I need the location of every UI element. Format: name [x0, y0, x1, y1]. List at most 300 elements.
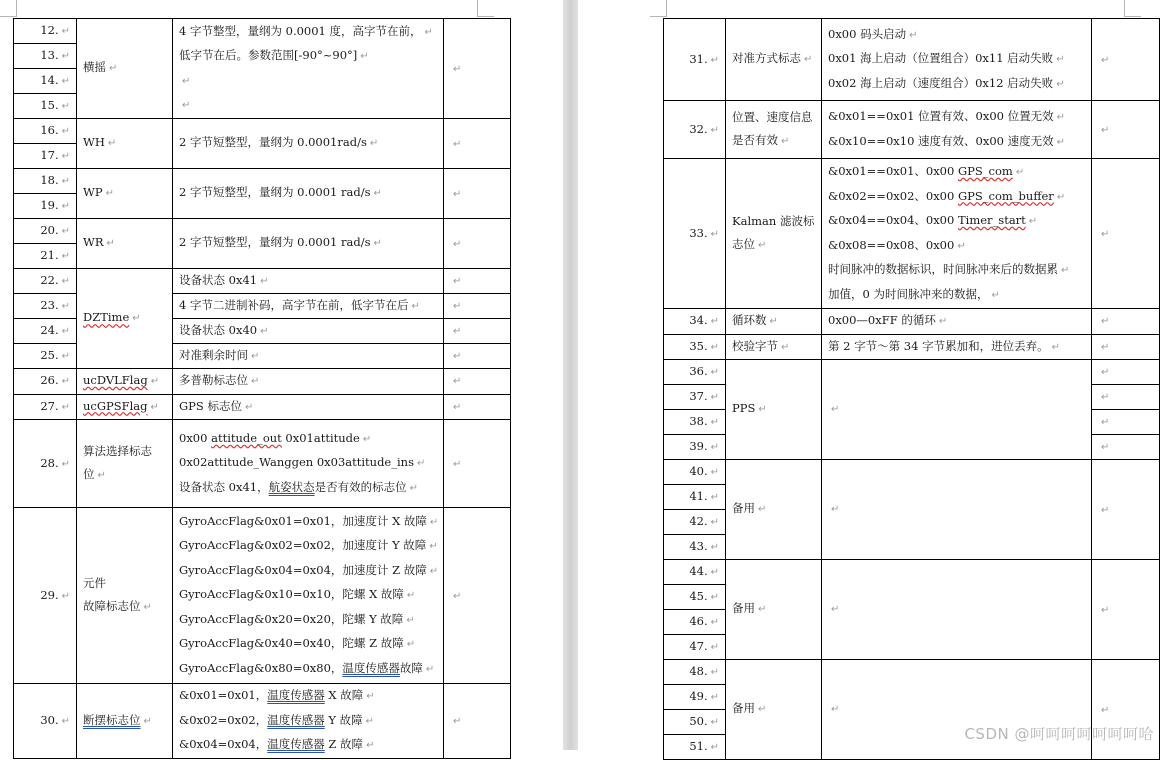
document-page-left — [0, 0, 563, 750]
paragraph-mark: ↵ — [957, 240, 966, 252]
paragraph-mark: ↵ — [61, 151, 70, 162]
paragraph-mark: ↵ — [710, 642, 719, 653]
paragraph-mark: ↵ — [781, 136, 790, 147]
field-name-text: 故障标志位 — [83, 599, 141, 613]
crop-mark — [477, 0, 494, 17]
note-cell — [444, 344, 511, 369]
note-cell — [444, 119, 511, 169]
field-description — [173, 219, 444, 269]
table-row — [14, 219, 511, 244]
paragraph-mark: ↵ — [411, 301, 420, 312]
row-number-text: 27. — [40, 398, 59, 413]
description-line: 时间脉冲的数据标识，时间脉冲来后的数据累 — [828, 262, 1058, 276]
paragraph-mark: ↵ — [1101, 392, 1110, 403]
field-description — [822, 159, 1092, 309]
paragraph-mark: ↵ — [373, 238, 382, 250]
paragraph-mark: ↵ — [1101, 228, 1110, 240]
paragraph-mark: ↵ — [453, 188, 462, 200]
row-number-text: 17. — [40, 148, 59, 162]
row-number-text: 33. — [689, 225, 708, 240]
description-line: &0x01==0x01 位置有效、0x00 位置无效 — [828, 109, 1054, 123]
row-number-text: 42. — [689, 514, 708, 528]
paragraph-mark: ↵ — [804, 54, 813, 66]
field-name — [77, 19, 173, 119]
row-number-text: 37. — [689, 389, 708, 403]
row-number — [14, 269, 77, 294]
row-number — [14, 344, 77, 369]
field-description — [822, 560, 1092, 660]
paragraph-mark: ↵ — [260, 326, 269, 337]
note-cell — [444, 19, 511, 119]
paragraph-mark: ↵ — [758, 704, 767, 716]
paragraph-mark: ↵ — [1101, 417, 1110, 428]
description-line: &0x10==0x10 速度有效、0x00 速度无效 — [828, 133, 1054, 148]
note-cell — [1092, 19, 1160, 101]
paragraph-mark: ↵ — [61, 715, 70, 727]
paragraph-mark: ↵ — [424, 26, 433, 38]
row-number — [664, 610, 726, 635]
field-name-text: 位 — [83, 467, 95, 481]
description-line: 设备状态 0x41 — [179, 273, 258, 287]
field-description — [822, 460, 1092, 560]
row-number-text: 34. — [689, 313, 708, 328]
paragraph-mark: ↵ — [1101, 54, 1110, 66]
paragraph-mark: ↵ — [453, 401, 462, 413]
paragraph-mark: ↵ — [1101, 704, 1110, 716]
note-cell — [1092, 435, 1160, 460]
row-number — [664, 159, 726, 309]
description-line: 0x00—0xFF 的循环 — [828, 313, 936, 327]
table-row — [14, 119, 511, 144]
table-row — [664, 101, 1160, 159]
description-line: GPS 标志位 — [179, 398, 242, 413]
field-name — [726, 309, 822, 335]
paragraph-mark: ↵ — [429, 516, 439, 528]
paragraph-mark: ↵ — [710, 692, 719, 703]
field-name — [77, 119, 173, 169]
row-number-text: 39. — [689, 439, 708, 453]
table-row — [664, 159, 1160, 309]
paragraph-mark: ↵ — [61, 176, 70, 187]
field-name — [77, 369, 173, 395]
field-name-text: DZTime — [83, 310, 130, 325]
paragraph-mark: ↵ — [1101, 367, 1110, 378]
field-description — [173, 269, 444, 294]
row-number — [664, 435, 726, 460]
field-name — [726, 660, 822, 760]
paragraph-mark: ↵ — [1028, 216, 1038, 227]
row-number — [664, 560, 726, 585]
field-description — [822, 19, 1092, 101]
paragraph-mark: ↵ — [251, 376, 260, 387]
description-line: 0x01 海上启动（位置组合）0x11 启动失败 — [828, 51, 1054, 66]
description-line: GyroAccFlag&0x02=0x02，加速度计 Y 故障 — [179, 538, 427, 553]
field-name-text: WH — [83, 135, 105, 150]
paragraph-mark: ↵ — [710, 742, 719, 753]
paragraph-mark: ↵ — [710, 492, 719, 503]
description-line: &0x01=0x01，温度传感器 X 故障 — [179, 688, 364, 702]
paragraph-mark: ↵ — [369, 138, 379, 150]
row-number — [14, 244, 77, 269]
paragraph-mark: ↵ — [1101, 604, 1110, 616]
description-line: 设备状态 0x41，航姿状态是否有效的标志位 — [179, 479, 407, 494]
description-line: 2 字节短整型，量纲为 0.0001 rad/s — [179, 185, 371, 200]
paragraph-mark: ↵ — [61, 26, 70, 37]
paragraph-mark: ↵ — [406, 614, 415, 626]
paragraph-mark: ↵ — [758, 504, 767, 516]
paragraph-mark: ↵ — [1056, 136, 1066, 148]
row-number-text: 51. — [689, 739, 708, 753]
paragraph-mark: ↵ — [360, 51, 369, 62]
note-cell — [1092, 360, 1160, 385]
paragraph-mark: ↵ — [406, 590, 416, 602]
field-table-right — [663, 18, 1160, 760]
paragraph-mark: ↵ — [143, 715, 152, 727]
field-description — [822, 360, 1092, 460]
paragraph-mark: ↵ — [97, 470, 106, 481]
row-number-text: 25. — [40, 348, 59, 362]
row-number-text: 49. — [689, 689, 708, 703]
field-name — [726, 101, 822, 159]
row-number — [14, 194, 77, 219]
row-number-text: 15. — [40, 98, 59, 112]
row-number-text: 36. — [689, 364, 708, 378]
page-gutter — [563, 0, 578, 750]
field-description — [173, 119, 444, 169]
paragraph-mark: ↵ — [453, 590, 462, 602]
row-number — [664, 101, 726, 159]
field-name-text: 算法选择标志 — [83, 443, 152, 458]
description-line: 低字节在后。参数范围[-90°~90°] — [179, 48, 358, 62]
paragraph-mark: ↵ — [453, 63, 462, 75]
paragraph-mark: ↵ — [831, 504, 840, 516]
field-name-text: WR — [83, 235, 104, 250]
paragraph-mark: ↵ — [1051, 341, 1060, 353]
row-number-text: 21. — [40, 248, 59, 262]
note-cell — [444, 169, 511, 219]
row-number-text: 13. — [40, 48, 59, 62]
paragraph-mark: ↵ — [260, 276, 269, 287]
row-number — [664, 460, 726, 485]
row-number — [664, 19, 726, 101]
field-description — [822, 660, 1092, 760]
row-number — [664, 685, 726, 710]
note-cell — [1092, 460, 1160, 560]
paragraph-mark: ↵ — [710, 517, 719, 528]
paragraph-mark: ↵ — [1101, 341, 1110, 353]
description-line: GyroAccFlag&0x40=0x40，陀螺 Z 故障 — [179, 636, 404, 651]
field-description — [822, 309, 1092, 335]
paragraph-mark: ↵ — [1056, 191, 1066, 203]
field-name-text: ucDVLFlag — [83, 373, 148, 387]
description-line: 2 字节短整型，量纲为 0.0001 rad/s — [179, 235, 371, 250]
field-name-text: WP — [83, 185, 103, 200]
paragraph-mark: ↵ — [61, 76, 70, 87]
paragraph-mark: ↵ — [710, 392, 719, 403]
row-number-text: 29. — [40, 587, 59, 602]
row-number-text: 38. — [689, 414, 708, 428]
paragraph-mark: ↵ — [710, 367, 719, 378]
table-row — [14, 169, 511, 194]
paragraph-mark: ↵ — [1061, 265, 1070, 276]
row-number-text: 32. — [689, 121, 708, 136]
paragraph-mark: ↵ — [710, 442, 719, 453]
table-row — [14, 19, 511, 44]
field-description — [173, 394, 444, 420]
paragraph-mark: ↵ — [107, 138, 117, 150]
row-number-text: 14. — [40, 73, 59, 87]
row-number — [664, 535, 726, 560]
note-cell — [1092, 560, 1160, 660]
row-number-text: 31. — [689, 51, 708, 66]
row-number — [14, 69, 77, 94]
paragraph-mark: ↵ — [991, 289, 1000, 301]
row-number — [664, 385, 726, 410]
table-row — [14, 394, 511, 420]
paragraph-mark: ↵ — [710, 417, 719, 428]
description-line: &0x01==0x01、0x00 GPS_com — [828, 164, 1013, 178]
paragraph-mark: ↵ — [710, 316, 719, 328]
field-name-text: 志位 — [732, 237, 755, 251]
paragraph-mark: ↵ — [150, 376, 160, 387]
row-number — [14, 369, 77, 395]
paragraph-mark: ↵ — [1101, 442, 1110, 453]
paragraph-mark: ↵ — [61, 126, 70, 137]
row-number — [664, 360, 726, 385]
paragraph-mark: ↵ — [938, 316, 948, 327]
paragraph-mark: ↵ — [429, 541, 438, 553]
row-number-text: 46. — [689, 614, 708, 628]
row-number — [14, 420, 77, 508]
table-row — [14, 420, 511, 508]
paragraph-mark: ↵ — [109, 63, 118, 75]
row-number-text: 45. — [689, 589, 708, 603]
paragraph-mark: ↵ — [251, 351, 260, 362]
paragraph-mark: ↵ — [710, 717, 719, 728]
row-number-text: 16. — [40, 123, 59, 137]
paragraph-mark: ↵ — [710, 228, 719, 240]
row-number — [664, 660, 726, 685]
field-name — [726, 334, 822, 360]
field-description — [173, 420, 444, 508]
table-row — [14, 508, 511, 684]
paragraph-mark: ↵ — [61, 301, 70, 312]
note-cell — [444, 508, 511, 684]
field-description — [173, 294, 444, 319]
paragraph-mark: ↵ — [366, 740, 375, 751]
row-number-text: 22. — [40, 273, 59, 287]
row-number — [14, 19, 77, 44]
row-number — [664, 309, 726, 335]
paragraph-mark: ↵ — [1101, 504, 1110, 516]
watermark: CSDN @呵呵呵呵呵呵呵哈 — [964, 725, 1154, 743]
paragraph-mark: ↵ — [710, 667, 719, 678]
paragraph-mark: ↵ — [362, 433, 372, 445]
field-description — [173, 684, 444, 759]
paragraph-mark: ↵ — [710, 124, 719, 136]
row-number-text: 18. — [40, 173, 59, 187]
paragraph-mark: ↵ — [182, 100, 191, 111]
crop-mark — [650, 0, 667, 17]
field-name — [77, 219, 173, 269]
field-name — [77, 420, 173, 508]
field-description — [822, 334, 1092, 360]
paragraph-mark: ↵ — [61, 276, 70, 287]
description-line: GyroAccFlag&0x01=0x01，加速度计 X 故障 — [179, 513, 427, 528]
paragraph-mark: ↵ — [106, 238, 115, 250]
table-row — [14, 369, 511, 395]
note-cell — [444, 369, 511, 395]
field-description — [173, 344, 444, 369]
paragraph-mark: ↵ — [425, 663, 435, 675]
table-row — [664, 660, 1160, 685]
paragraph-mark: ↵ — [61, 51, 70, 62]
description-line: 0x02attitude_Wanggen 0x03attitude_ins — [179, 455, 414, 470]
row-number — [664, 334, 726, 360]
description-line: GyroAccFlag&0x10=0x10，陀螺 X 故障 — [179, 587, 404, 602]
paragraph-mark: ↵ — [1101, 124, 1110, 136]
description-line: 4 字节整型，量纲为 0.0001 度，高字节在前， — [179, 23, 422, 38]
field-name-text: PPS — [732, 401, 756, 416]
row-number — [14, 94, 77, 119]
paragraph-mark: ↵ — [365, 715, 375, 727]
note-cell — [444, 319, 511, 344]
field-name-text: ucGPSFlag — [83, 398, 148, 413]
description-line: &0x08==0x08、0x00 — [828, 237, 955, 252]
paragraph-mark: ↵ — [758, 604, 767, 616]
note-cell — [1092, 309, 1160, 335]
field-description — [173, 369, 444, 395]
description-line: &0x04=0x04，温度传感器 Z 故障 — [179, 737, 364, 751]
row-number — [14, 394, 77, 420]
row-number-text: 50. — [689, 714, 708, 728]
description-line: 0x02 海上启动（速度组合）0x12 启动失败 — [828, 75, 1054, 90]
field-name-text: 循环数 — [732, 313, 767, 327]
paragraph-mark: ↵ — [143, 602, 152, 613]
paragraph-mark: ↵ — [61, 226, 70, 237]
description-line: &0x02=0x02，温度传感器 Y 故障 — [179, 712, 363, 727]
row-number-text: 47. — [689, 639, 708, 653]
row-number-text: 35. — [689, 338, 708, 353]
paragraph-mark: ↵ — [710, 54, 719, 66]
row-number — [14, 319, 77, 344]
paragraph-mark: ↵ — [453, 301, 462, 312]
description-line: 设备状态 0x40 — [179, 323, 258, 337]
description-line: 加值，0 为时间脉冲来的数据， — [828, 286, 989, 301]
note-cell — [444, 420, 511, 508]
note-cell — [1092, 101, 1160, 159]
row-number-text: 41. — [689, 489, 708, 503]
paragraph-mark: ↵ — [453, 351, 462, 362]
description-line: 4 字节二进制补码，高字节在前，低字节在后 — [179, 298, 409, 312]
row-number-text: 24. — [40, 323, 59, 337]
paragraph-mark: ↵ — [1056, 112, 1066, 123]
description-line: GyroAccFlag&0x80=0x80，温度传感器故障 — [179, 660, 423, 675]
note-cell — [1092, 159, 1160, 309]
row-number-text: 28. — [40, 455, 59, 470]
paragraph-mark: ↵ — [710, 617, 719, 628]
field-name-text: 备用 — [732, 701, 755, 716]
description-line: 第 2 字节～第 34 字节累加和，进位丢弃。 — [828, 338, 1049, 353]
paragraph-mark: ↵ — [61, 326, 70, 337]
row-number-text: 48. — [689, 664, 708, 678]
paragraph-mark: ↵ — [61, 251, 70, 262]
paragraph-mark: ↵ — [453, 715, 462, 727]
field-name — [726, 460, 822, 560]
paragraph-mark: ↵ — [1056, 54, 1065, 66]
note-cell — [444, 684, 511, 759]
row-number-text: 19. — [40, 198, 59, 212]
paragraph-mark: ↵ — [409, 482, 418, 494]
note-cell — [1092, 660, 1160, 760]
document-page-right — [578, 0, 1162, 753]
field-name-text: 断摆标志位 — [83, 712, 141, 727]
row-number-text: 43. — [689, 539, 708, 553]
paragraph-mark: ↵ — [710, 467, 719, 478]
row-number-text: 30. — [40, 712, 59, 727]
field-name — [77, 684, 173, 759]
paragraph-mark: ↵ — [61, 201, 70, 212]
row-number — [14, 44, 77, 69]
paragraph-mark: ↵ — [453, 376, 462, 388]
paragraph-mark: ↵ — [453, 326, 462, 337]
field-name — [77, 269, 173, 369]
table-row — [664, 460, 1160, 485]
table-row — [664, 334, 1160, 360]
description-line: GyroAccFlag&0x20=0x20，陀螺 Y 故障 — [179, 611, 404, 626]
paragraph-mark: ↵ — [453, 458, 462, 470]
description-line: 多普勒标志位 — [179, 373, 248, 387]
crop-mark — [0, 0, 17, 17]
row-number — [664, 485, 726, 510]
field-name — [726, 560, 822, 660]
row-number — [14, 144, 77, 169]
field-name — [77, 508, 173, 684]
paragraph-mark: ↵ — [1015, 167, 1025, 178]
paragraph-mark: ↵ — [61, 101, 70, 112]
field-name-text: 是否有效 — [732, 133, 778, 147]
description-line: 0x00 码头启动 — [828, 26, 907, 41]
row-number — [664, 710, 726, 735]
table-row — [664, 309, 1160, 335]
paragraph-mark: ↵ — [710, 542, 719, 553]
note-cell — [1092, 385, 1160, 410]
field-name-text: 备用 — [732, 501, 755, 516]
field-name-text: 横摇 — [83, 60, 106, 75]
row-number — [14, 219, 77, 244]
note-cell — [1092, 334, 1160, 360]
field-name-text: 备用 — [732, 601, 755, 616]
field-name-text: 元件 — [83, 575, 106, 590]
table-row — [664, 360, 1160, 385]
row-number-text: 20. — [40, 223, 59, 237]
note-cell — [444, 294, 511, 319]
row-number-text: 12. — [40, 23, 59, 37]
row-number-text: 26. — [40, 373, 59, 388]
row-number-text: 44. — [689, 564, 708, 578]
field-description — [173, 508, 444, 684]
paragraph-mark: ↵ — [758, 404, 767, 416]
paragraph-mark: ↵ — [366, 691, 375, 702]
field-name — [726, 360, 822, 460]
row-number — [664, 735, 726, 760]
field-description — [173, 169, 444, 219]
paragraph-mark: ↵ — [132, 313, 141, 325]
field-description — [173, 319, 444, 344]
paragraph-mark: ↵ — [831, 604, 840, 616]
paragraph-mark: ↵ — [710, 341, 719, 353]
row-number — [14, 684, 77, 759]
